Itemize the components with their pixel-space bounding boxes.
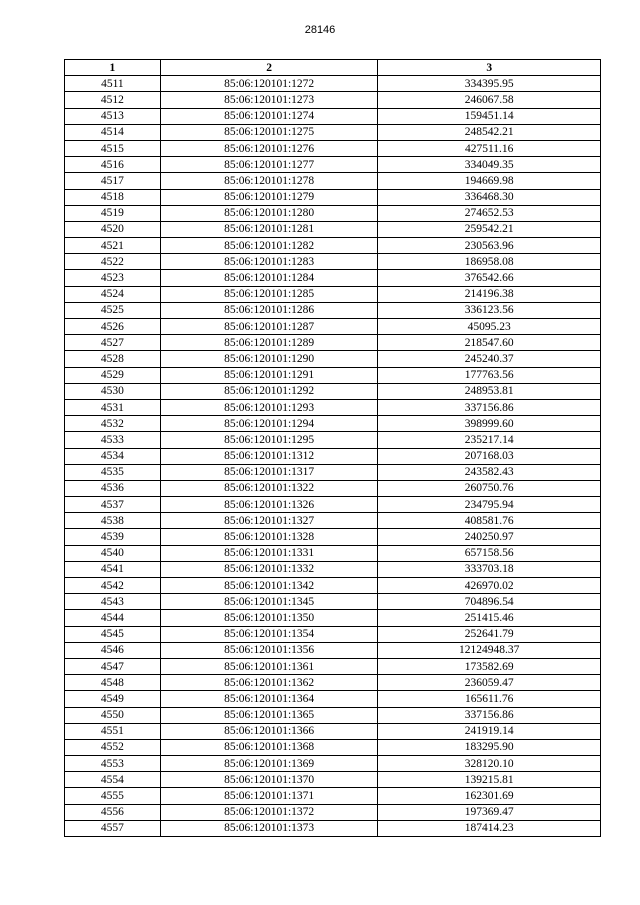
cell-cadastral-number: 85:06:120101:1285 (160, 286, 378, 302)
table-row (65, 529, 601, 545)
cell-row-number: 4512 (65, 92, 161, 108)
cell-cadastral-number: 85:06:120101:1361 (160, 658, 378, 674)
column-header-value: 3 (378, 60, 601, 76)
table-row (65, 691, 601, 707)
column-header-cadastral-number: 2 (160, 60, 378, 76)
cell-value: 173582.69 (378, 658, 601, 674)
table-row (65, 286, 601, 302)
cell-value: 165611.76 (378, 691, 601, 707)
cell-cadastral-number: 85:06:120101:1275 (160, 124, 378, 140)
cell-value: 245240.37 (378, 351, 601, 367)
cell-row-number: 4538 (65, 513, 161, 529)
cell-value: 398999.60 (378, 416, 601, 432)
cell-row-number: 4541 (65, 561, 161, 577)
cell-value: 337156.86 (378, 399, 601, 415)
table-row (65, 448, 601, 464)
table-row (65, 416, 601, 432)
cell-row-number: 4532 (65, 416, 161, 432)
cell-cadastral-number: 85:06:120101:1371 (160, 788, 378, 804)
cell-row-number: 4551 (65, 723, 161, 739)
cell-value: 657158.56 (378, 545, 601, 561)
cell-row-number: 4521 (65, 238, 161, 254)
cell-cadastral-number: 85:06:120101:1369 (160, 756, 378, 772)
cell-row-number: 4539 (65, 529, 161, 545)
table-row (65, 367, 601, 383)
cell-row-number: 4523 (65, 270, 161, 286)
table-row (65, 561, 601, 577)
cell-row-number: 4556 (65, 804, 161, 820)
cell-row-number: 4557 (65, 820, 161, 836)
cell-row-number: 4554 (65, 772, 161, 788)
cell-value: 187414.23 (378, 820, 601, 836)
cell-row-number: 4555 (65, 788, 161, 804)
table-row (65, 772, 601, 788)
cell-cadastral-number: 85:06:120101:1356 (160, 642, 378, 658)
cell-value: 45095.23 (378, 319, 601, 335)
cell-value: 162301.69 (378, 788, 601, 804)
cell-value: 427511.16 (378, 140, 601, 156)
table-row (65, 205, 601, 221)
cell-value: 194669.98 (378, 173, 601, 189)
table-row (65, 788, 601, 804)
cell-cadastral-number: 85:06:120101:1278 (160, 173, 378, 189)
cell-row-number: 4511 (65, 76, 161, 92)
cell-value: 243582.43 (378, 464, 601, 480)
cell-value: 334049.35 (378, 157, 601, 173)
cell-cadastral-number: 85:06:120101:1295 (160, 432, 378, 448)
cell-cadastral-number: 85:06:120101:1370 (160, 772, 378, 788)
table-row (65, 497, 601, 513)
cell-value: 235217.14 (378, 432, 601, 448)
cell-value: 259542.21 (378, 221, 601, 237)
cell-cadastral-number: 85:06:120101:1281 (160, 221, 378, 237)
table-row (65, 124, 601, 140)
table-row (65, 610, 601, 626)
cell-row-number: 4543 (65, 594, 161, 610)
cell-cadastral-number: 85:06:120101:1365 (160, 707, 378, 723)
cadastral-value-table (64, 59, 601, 837)
cell-value: 337156.86 (378, 707, 601, 723)
cell-value: 376542.66 (378, 270, 601, 286)
table-row (65, 189, 601, 205)
cell-cadastral-number: 85:06:120101:1291 (160, 367, 378, 383)
cell-row-number: 4546 (65, 642, 161, 658)
table-row (65, 707, 601, 723)
cell-row-number: 4528 (65, 351, 161, 367)
cell-value: 328120.10 (378, 756, 601, 772)
cell-value: 207168.03 (378, 448, 601, 464)
cell-row-number: 4514 (65, 124, 161, 140)
table-row (65, 545, 601, 561)
cell-cadastral-number: 85:06:120101:1277 (160, 157, 378, 173)
cell-cadastral-number: 85:06:120101:1279 (160, 189, 378, 205)
cell-cadastral-number: 85:06:120101:1332 (160, 561, 378, 577)
cell-cadastral-number: 85:06:120101:1345 (160, 594, 378, 610)
cell-cadastral-number: 85:06:120101:1283 (160, 254, 378, 270)
cell-value: 139215.81 (378, 772, 601, 788)
cell-value: 704896.54 (378, 594, 601, 610)
cell-row-number: 4549 (65, 691, 161, 707)
cell-row-number: 4530 (65, 383, 161, 399)
cell-row-number: 4527 (65, 335, 161, 351)
table-row (65, 739, 601, 755)
table-row (65, 140, 601, 156)
cell-cadastral-number: 85:06:120101:1272 (160, 76, 378, 92)
cell-cadastral-number: 85:06:120101:1326 (160, 497, 378, 513)
column-header-number: 1 (65, 60, 161, 76)
cell-row-number: 4524 (65, 286, 161, 302)
table-row (65, 642, 601, 658)
cell-cadastral-number: 85:06:120101:1312 (160, 448, 378, 464)
table-row (65, 173, 601, 189)
table-row (65, 513, 601, 529)
cell-cadastral-number: 85:06:120101:1276 (160, 140, 378, 156)
cell-row-number: 4542 (65, 578, 161, 594)
table-row (65, 432, 601, 448)
cell-cadastral-number: 85:06:120101:1328 (160, 529, 378, 545)
table-row (65, 399, 601, 415)
cell-row-number: 4544 (65, 610, 161, 626)
cell-cadastral-number: 85:06:120101:1284 (160, 270, 378, 286)
cell-cadastral-number: 85:06:120101:1282 (160, 238, 378, 254)
table-row (65, 820, 601, 836)
cell-row-number: 4519 (65, 205, 161, 221)
cell-value: 334395.95 (378, 76, 601, 92)
cell-value: 177763.56 (378, 367, 601, 383)
cell-cadastral-number: 85:06:120101:1342 (160, 578, 378, 594)
cell-row-number: 4537 (65, 497, 161, 513)
cell-value: 248953.81 (378, 383, 601, 399)
header-row (65, 60, 601, 76)
table-row (65, 658, 601, 674)
cell-cadastral-number: 85:06:120101:1362 (160, 675, 378, 691)
cell-cadastral-number: 85:06:120101:1293 (160, 399, 378, 415)
cell-value: 248542.21 (378, 124, 601, 140)
cell-value: 12124948.37 (378, 642, 601, 658)
cell-cadastral-number: 85:06:120101:1350 (160, 610, 378, 626)
table-row (65, 270, 601, 286)
table-row (65, 92, 601, 108)
cell-row-number: 4553 (65, 756, 161, 772)
table-row (65, 464, 601, 480)
table-row (65, 804, 601, 820)
cell-row-number: 4526 (65, 319, 161, 335)
cell-cadastral-number: 85:06:120101:1287 (160, 319, 378, 335)
cell-cadastral-number: 85:06:120101:1317 (160, 464, 378, 480)
cell-row-number: 4550 (65, 707, 161, 723)
cell-value: 230563.96 (378, 238, 601, 254)
cell-value: 214196.38 (378, 286, 601, 302)
table-row (65, 157, 601, 173)
cell-cadastral-number: 85:06:120101:1354 (160, 626, 378, 642)
cell-cadastral-number: 85:06:120101:1372 (160, 804, 378, 820)
cell-row-number: 4548 (65, 675, 161, 691)
cell-row-number: 4515 (65, 140, 161, 156)
table-row (65, 675, 601, 691)
table-row (65, 351, 601, 367)
cell-value: 186958.08 (378, 254, 601, 270)
cell-row-number: 4540 (65, 545, 161, 561)
cell-row-number: 4518 (65, 189, 161, 205)
table-row (65, 480, 601, 496)
table-row (65, 578, 601, 594)
table-row (65, 108, 601, 124)
cell-value: 218547.60 (378, 335, 601, 351)
table-header (65, 60, 601, 76)
table-row (65, 319, 601, 335)
cell-value: 336123.56 (378, 302, 601, 318)
cell-cadastral-number: 85:06:120101:1327 (160, 513, 378, 529)
cell-row-number: 4545 (65, 626, 161, 642)
cell-value: 274652.53 (378, 205, 601, 221)
cell-row-number: 4529 (65, 367, 161, 383)
cell-value: 333703.18 (378, 561, 601, 577)
table-row (65, 756, 601, 772)
cell-value: 241919.14 (378, 723, 601, 739)
cell-value: 183295.90 (378, 739, 601, 755)
table-row (65, 76, 601, 92)
table-row (65, 302, 601, 318)
cell-value: 260750.76 (378, 480, 601, 496)
table-row (65, 238, 601, 254)
cell-cadastral-number: 85:06:120101:1368 (160, 739, 378, 755)
cell-row-number: 4552 (65, 739, 161, 755)
cell-row-number: 4516 (65, 157, 161, 173)
cell-value: 426970.02 (378, 578, 601, 594)
cell-cadastral-number: 85:06:120101:1366 (160, 723, 378, 739)
cell-row-number: 4513 (65, 108, 161, 124)
table-row (65, 626, 601, 642)
table-row (65, 254, 601, 270)
table-body (65, 76, 601, 837)
cell-row-number: 4531 (65, 399, 161, 415)
cell-cadastral-number: 85:06:120101:1294 (160, 416, 378, 432)
cell-value: 236059.47 (378, 675, 601, 691)
cell-cadastral-number: 85:06:120101:1373 (160, 820, 378, 836)
cell-value: 240250.97 (378, 529, 601, 545)
cell-value: 246067.58 (378, 92, 601, 108)
cell-cadastral-number: 85:06:120101:1289 (160, 335, 378, 351)
cell-value: 336468.30 (378, 189, 601, 205)
cell-row-number: 4535 (65, 464, 161, 480)
cell-cadastral-number: 85:06:120101:1331 (160, 545, 378, 561)
cell-cadastral-number: 85:06:120101:1274 (160, 108, 378, 124)
table-row (65, 594, 601, 610)
cell-cadastral-number: 85:06:120101:1364 (160, 691, 378, 707)
cell-row-number: 4517 (65, 173, 161, 189)
cell-cadastral-number: 85:06:120101:1290 (160, 351, 378, 367)
table-row (65, 383, 601, 399)
cell-cadastral-number: 85:06:120101:1280 (160, 205, 378, 221)
table-row (65, 335, 601, 351)
cell-value: 251415.46 (378, 610, 601, 626)
cell-value: 234795.94 (378, 497, 601, 513)
cell-cadastral-number: 85:06:120101:1286 (160, 302, 378, 318)
cell-row-number: 4525 (65, 302, 161, 318)
cell-value: 252641.79 (378, 626, 601, 642)
cell-row-number: 4547 (65, 658, 161, 674)
cell-cadastral-number: 85:06:120101:1273 (160, 92, 378, 108)
cell-cadastral-number: 85:06:120101:1322 (160, 480, 378, 496)
cell-row-number: 4534 (65, 448, 161, 464)
cell-value: 408581.76 (378, 513, 601, 529)
cell-row-number: 4533 (65, 432, 161, 448)
page-number: 28146 (304, 24, 336, 36)
cell-value: 159451.14 (378, 108, 601, 124)
cell-row-number: 4536 (65, 480, 161, 496)
table-row (65, 723, 601, 739)
cell-row-number: 4522 (65, 254, 161, 270)
cell-value: 197369.47 (378, 804, 601, 820)
cell-cadastral-number: 85:06:120101:1292 (160, 383, 378, 399)
table-row (65, 221, 601, 237)
cell-row-number: 4520 (65, 221, 161, 237)
